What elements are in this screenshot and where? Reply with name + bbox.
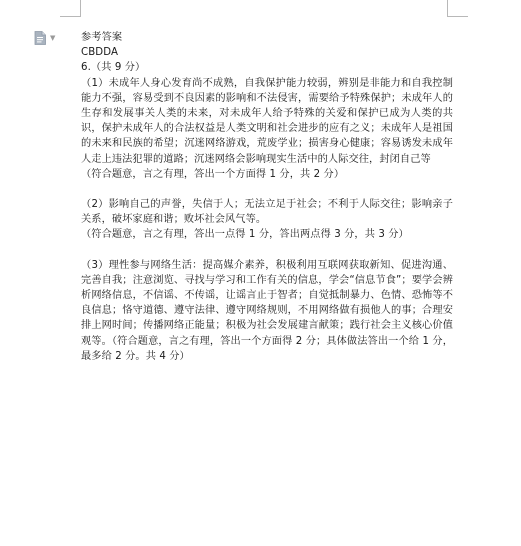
part1-scoring: （符合题意，言之有理，答出一个方面得 1 分，共 2 分） bbox=[81, 168, 345, 180]
crop-mark-top-left bbox=[60, 16, 81, 17]
crop-mark-top-right bbox=[447, 16, 468, 17]
part2-answer: （2）影响自己的声誉，失信于人；无法立足于社会；不利于人际交往；影响亲子关系，破坏家庭和谐；败坏社会风气等。 bbox=[81, 199, 453, 226]
crop-mark-top-left bbox=[80, 0, 81, 16]
document-menu-button[interactable] bbox=[34, 31, 55, 45]
document-icon bbox=[34, 31, 46, 45]
answer-heading: 参考答案 bbox=[81, 32, 123, 43]
question-label: 6.（共 9 分） bbox=[81, 62, 146, 74]
chevron-down-icon: ▼ bbox=[50, 33, 56, 42]
part3-answer: （3）理性参与网络生活：提高媒介素养，积极利用互联网获取新知、促进沟通、完善自我；注意浏览、寻找与学习和工作有关的信息，学会“信息节食”；要学会辨析网络信息，不信谣、不传谣，让谣言止于智者；自觉抵制暴力、色情、恐怖等不良信息；恪守道德、遵守法律、遵守网络规则，不用网络做有损他人的事；合理安排上网时间；传播网络正能量；积极为社会发展建言献策；践行社会主义核心价值观等。（符合题意，言之有理，答出一个方面得 2 分；具体做法答出一个给 1 分，最多给 2 分。共 4 分） bbox=[81, 259, 453, 362]
paragraph-gap bbox=[81, 243, 453, 258]
multiple-choice-answers: CBDDA bbox=[81, 47, 119, 59]
crop-mark-top-right bbox=[447, 0, 448, 16]
part1-answer: （1）未成年人身心发育尚不成熟，自我保护能力较弱，辨别是非能力和自我控制能力不强，容易受到不良因素的影响和不法侵害，需要给予特殊保护；未成年人的生存和发展事关人类的未来，对未成年人给予特殊的关爱和保护已成为人类的共识，保护未成年人的合法权益是人类文明和社会进步的应有之义；未成年人是祖国的未来和民族的希望；沉迷网络游戏，荒废学业；损害身心健康；容易诱发未成年人走上违法犯罪的道路；沉迷网络会影响现实生活中的人际交往，封闭自己等 bbox=[81, 77, 453, 165]
part2-scoring: （符合题意，言之有理，答出一点得 1 分，答出两点得 3 分，共 3 分） bbox=[81, 229, 409, 241]
document-body bbox=[81, 30, 453, 364]
paragraph-gap bbox=[81, 182, 453, 197]
